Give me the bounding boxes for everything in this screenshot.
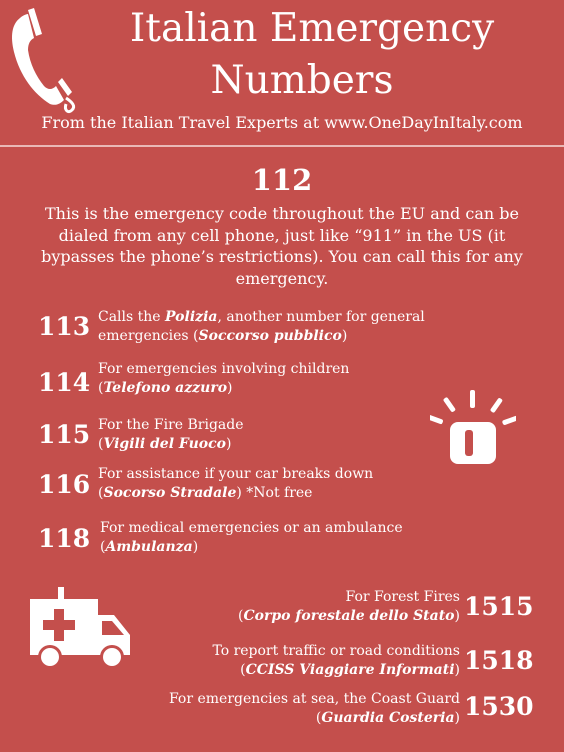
emergency-description: For emergencies at sea, the Coast Guard (Guardia Costeria) [168,691,460,726]
emergency-description: Calls the Polizia, another number for general emergencies (Soccorso pubblico) [98,309,425,344]
emergency-number-1518: 1518 [464,646,534,675]
header-divider [0,145,564,147]
emergency-description: To report traffic or road conditions (CCISS Viaggiare Informati) [212,643,460,678]
number-112-description: This is the emergency code throughout the EU and can be dialed from any cell phone, just like “911” in the US (it bypasses the phone’s restrictions). You can call this for any emergency. [41,204,523,288]
siren-icon [430,388,516,474]
emergency-number: 115 [38,420,91,449]
emergency-description: For assistance if your car breaks down (Socorso Stradale) *Not free [98,466,374,501]
number-112: 112 [251,163,313,197]
emergency-number: 118 [38,524,91,553]
emergency-description: For emergencies involving children (Telefono azzuro) [98,361,350,396]
list-item-1518 [100,642,460,680]
emergency-number: 114 [38,368,91,397]
emergency-description: For medical emergencies or an ambulance (Ambulanza) [100,520,403,555]
emergency-number-1515: 1515 [464,592,534,621]
subtitle: From the Italian Travel Experts at www.OneDayInItaly.com [41,113,523,132]
list-item-1515 [120,588,460,626]
emergency-description: For Forest Fires (Corpo forestale dello Stato) [238,589,460,624]
emergency-number: 113 [38,312,91,341]
emergency-number: 116 [38,470,91,499]
list-item-1530 [100,690,460,728]
page-title-line-1: Italian Emergency [129,6,495,51]
page-title-line-2: Numbers [210,58,394,103]
emergency-number-1530: 1530 [464,692,534,721]
emergency-description: For the Fire Brigade (Vigili del Fuoco) [98,417,244,452]
